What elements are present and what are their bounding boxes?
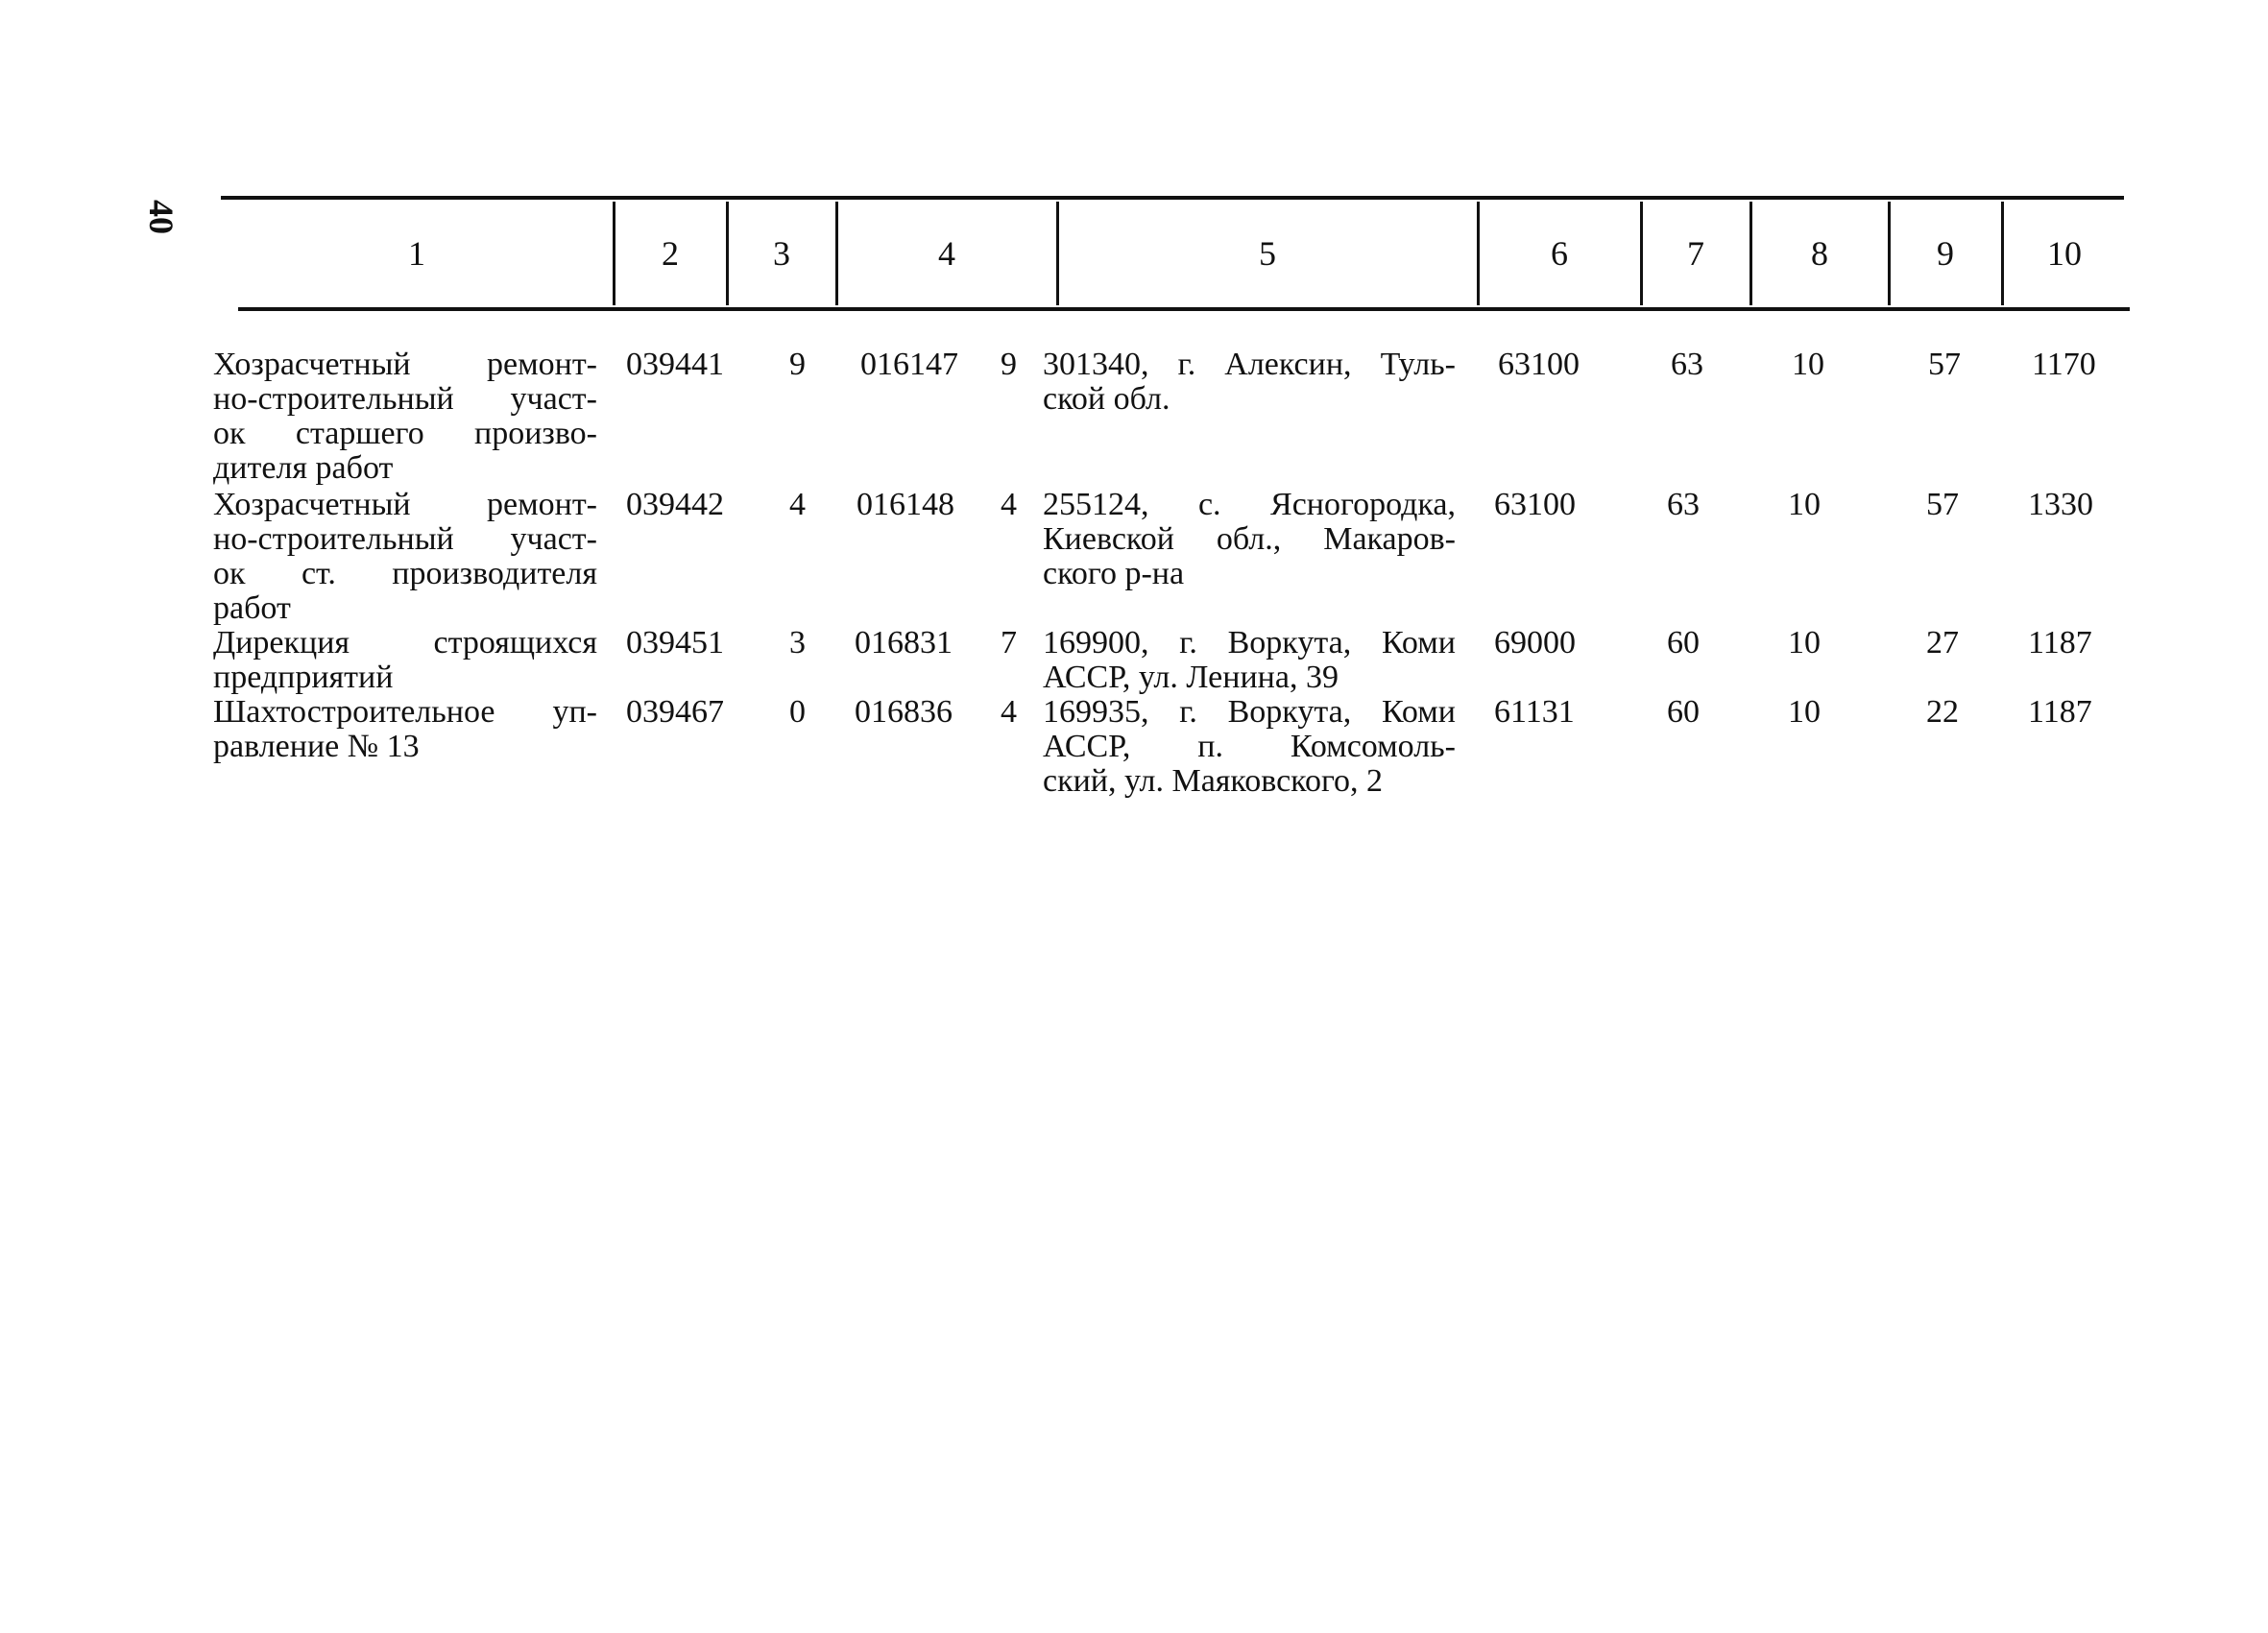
org-name-line: Хозрасчетный ремонт- — [213, 487, 597, 522]
address-line: 169935, г. Воркута, Коми — [1043, 694, 1456, 730]
cell-col-3: 9 — [789, 347, 806, 382]
cell-col-4-check: 4 — [1001, 694, 1017, 730]
address-line: 255124, с. Ясногородка, — [1043, 487, 1456, 522]
cell-col-6: 63100 — [1494, 487, 1576, 522]
cell-col-6: 69000 — [1494, 625, 1576, 660]
cell-col-4-check: 7 — [1001, 625, 1017, 660]
cell-col-9: 27 — [1926, 625, 1959, 660]
address-line: ский, ул. Маяковского, 2 — [1043, 763, 1384, 799]
cell-col-4: 016831 — [855, 625, 953, 660]
cell-col-6: 61131 — [1494, 694, 1575, 730]
address-line: 169900, г. Воркута, Коми — [1043, 625, 1456, 660]
org-name-line: предприятий — [213, 660, 394, 695]
header-col-4: 4 — [938, 234, 955, 273]
org-name-line: ок старшего произво- — [213, 416, 597, 451]
header-col-1: 1 — [408, 234, 425, 273]
page-number: 40 — [142, 200, 181, 234]
cell-col-9: 22 — [1926, 694, 1959, 730]
cell-col-3: 3 — [789, 625, 806, 660]
cell-col-4: 016836 — [855, 694, 953, 730]
cell-col-9: 57 — [1928, 347, 1961, 382]
cell-col-7: 63 — [1671, 347, 1703, 382]
cell-col-4: 016147 — [860, 347, 958, 382]
cell-col-10: 1330 — [2028, 487, 2093, 522]
cell-col-9: 57 — [1926, 487, 1959, 522]
org-name-line: но-строительный участ- — [213, 521, 597, 557]
cell-col-8: 10 — [1792, 347, 1824, 382]
address-line: ского р-на — [1043, 556, 1185, 591]
org-name-line: равление № 13 — [213, 729, 420, 764]
org-name-line: Шахтостроительное уп- — [213, 694, 597, 730]
cell-col-3: 0 — [789, 694, 806, 730]
header-col-2: 2 — [662, 234, 679, 273]
header-col-10: 10 — [2047, 234, 2082, 273]
cell-col-4: 016148 — [857, 487, 954, 522]
address-line: АССР, ул. Ленина, 39 — [1043, 660, 1339, 695]
cell-col-8: 10 — [1788, 625, 1821, 660]
header-col-9: 9 — [1937, 234, 1954, 273]
header-col-3: 3 — [773, 234, 790, 273]
cell-col-2: 039451 — [626, 625, 724, 660]
cell-col-10: 1187 — [2028, 625, 2092, 660]
org-name-line: дителя работ — [213, 450, 394, 486]
org-name-line: но-строительный участ- — [213, 381, 597, 417]
cell-col-10: 1170 — [2032, 347, 2096, 382]
cell-col-7: 60 — [1667, 625, 1700, 660]
cell-col-4-check: 9 — [1001, 347, 1017, 382]
cell-col-7: 60 — [1667, 694, 1700, 730]
org-name-line: Дирекция строящихся — [213, 625, 597, 660]
cell-col-2: 039467 — [626, 694, 724, 730]
address-line: АССР, п. Комсомоль- — [1043, 729, 1456, 764]
header-col-7: 7 — [1687, 234, 1704, 273]
header-col-8: 8 — [1811, 234, 1828, 273]
org-name-line: работ — [213, 590, 291, 626]
org-name-line: Хозрасчетный ремонт- — [213, 347, 597, 382]
cell-col-8: 10 — [1788, 487, 1821, 522]
cell-col-10: 1187 — [2028, 694, 2092, 730]
header-col-6: 6 — [1551, 234, 1568, 273]
address-line: ской обл. — [1043, 381, 1170, 417]
cell-col-7: 63 — [1667, 487, 1700, 522]
cell-col-2: 039442 — [626, 487, 724, 522]
cell-col-2: 039441 — [626, 347, 724, 382]
table-top-rule — [221, 196, 2124, 200]
address-line: 301340, г. Алексин, Туль- — [1043, 347, 1456, 382]
cell-col-8: 10 — [1788, 694, 1821, 730]
address-line: Киевской обл., Макаров- — [1043, 521, 1456, 557]
table-header-bottom-rule — [238, 307, 2130, 311]
cell-col-3: 4 — [789, 487, 806, 522]
header-col-5: 5 — [1259, 234, 1276, 273]
cell-col-4-check: 4 — [1001, 487, 1017, 522]
cell-col-6: 63100 — [1498, 347, 1580, 382]
org-name-line: ок ст. производителя — [213, 556, 597, 591]
